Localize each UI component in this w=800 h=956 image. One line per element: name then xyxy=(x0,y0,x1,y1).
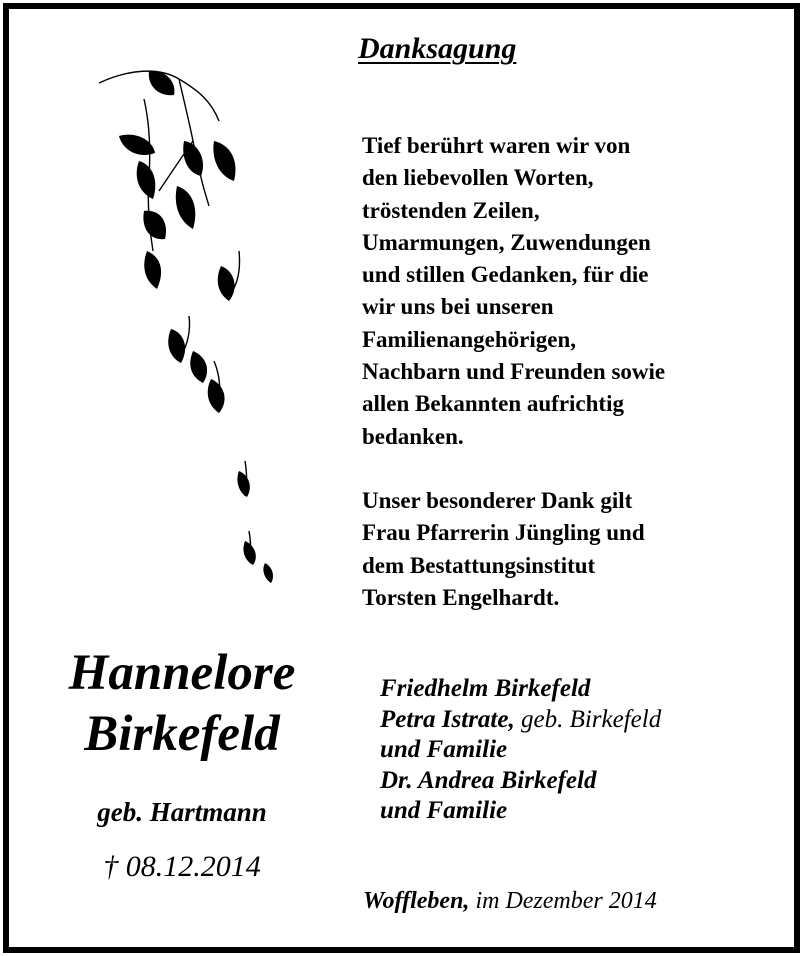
signer-line: und Familie xyxy=(380,797,508,824)
paragraph-line: und stillen Gedanken, für die xyxy=(362,262,649,288)
paragraph-line: Nachbarn und Freunden sowie xyxy=(362,359,666,385)
paragraph-line: dem Bestattungsinstitut xyxy=(362,552,596,578)
signers-list xyxy=(380,674,661,827)
paragraph-line: Frau Pfarrerin Jüngling und xyxy=(362,520,645,546)
page-title: Danksagung xyxy=(358,32,517,65)
paragraph-line: den liebevollen Worten, xyxy=(362,165,594,191)
place-date: im Dezember 2014 xyxy=(469,888,657,914)
signer-line: Petra Istrate, geb. Birkefeld xyxy=(380,705,662,733)
paragraph-line: Familienangehörigen, xyxy=(362,326,577,352)
place-town: Woffleben, xyxy=(363,888,470,914)
paragraph-line: Torsten Engelhardt. xyxy=(362,584,560,610)
death-date: † 08.12.2014 xyxy=(103,850,261,883)
paragraph-line: tröstenden Zeilen, xyxy=(362,197,540,223)
paragraph-line: bedanken. xyxy=(362,423,464,449)
paragraph-line: wir uns bei unseren xyxy=(362,294,554,320)
paragraph-line: Tief berührt waren wir von xyxy=(362,133,631,158)
special-thanks-paragraph xyxy=(362,485,645,614)
paragraph-line: allen Bekannten aufrichtig xyxy=(362,391,624,417)
place-and-date xyxy=(363,888,657,915)
birth-name: geb. Hartmann xyxy=(97,797,267,827)
birch-leaves-icon xyxy=(89,61,309,601)
deceased-first-name: Hannelore xyxy=(68,645,296,701)
deceased-last-name: Birkefeld xyxy=(84,706,280,762)
signer-line: und Familie xyxy=(380,736,508,763)
thanks-paragraph xyxy=(362,130,665,453)
paragraph-line: Umarmungen, Zuwendungen xyxy=(362,229,651,255)
signer-line: Dr. Andrea Birkefeld xyxy=(380,766,597,794)
signer-line: Friedhelm Birkefeld xyxy=(380,675,591,702)
paragraph-line: Unser besonderer Dank gilt xyxy=(362,488,633,513)
